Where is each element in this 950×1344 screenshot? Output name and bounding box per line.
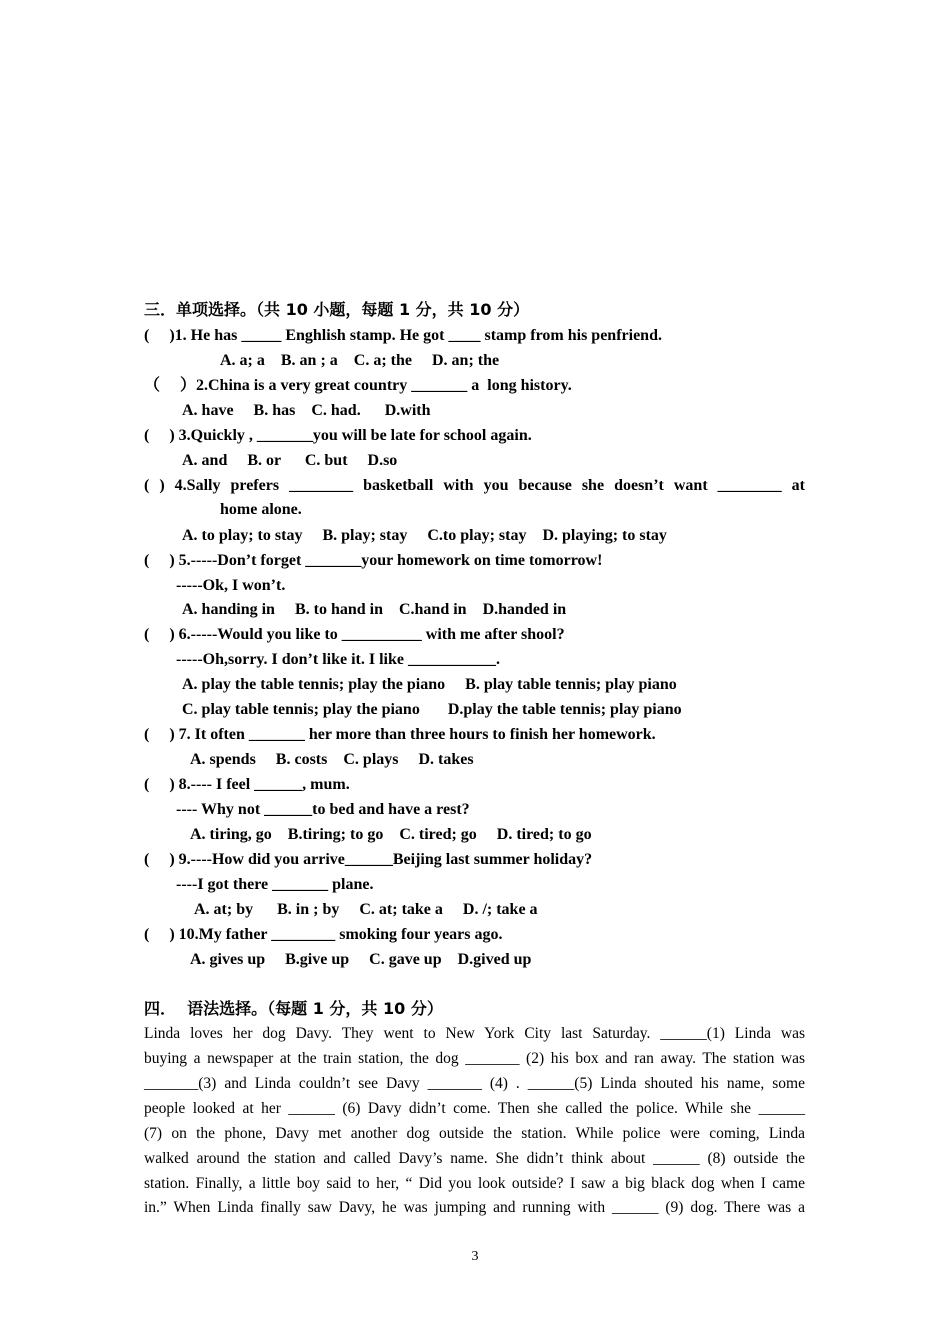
question-1-options: A. a; a B. an ; a C. a; the D. an; the [220,352,500,369]
question-8: ( ) 8.---- I feel ______, mum. [144,776,350,793]
passage-line: buying a newspaper at the train station, the dog _______ (2) his box and ran away. The station was [144,1050,805,1067]
passage-line: _______(3) and Linda couldn’t see Davy _______ (4) . ______(5) Linda shouted his name, some [144,1075,805,1092]
question-6: ( ) 6.-----Would you like to __________ with me after shool? [144,626,565,643]
section-4-heading: 四． 语法选择。（每题 1 分，共 10 分） [144,999,443,1018]
section-3-heading: 三．单项选择。（共 10 小题，每题 1 分，共 10 分） [144,300,530,319]
question-10: ( ) 10.My father ________ smoking four years ago. [144,926,503,943]
passage-line: station. Finally, a little boy said to her, “ Did you look outside? I saw a big black dog when I came [144,1175,805,1192]
question-9-options: A. at; by B. in ; by C. at; take a D. /; take a [194,901,538,918]
question-9-dialogue: ----I got there _______ plane. [176,876,374,893]
question-9: ( ) 9.----How did you arrive______Beijing last summer holiday? [144,851,593,868]
question-7-options: A. spends B. costs C. plays D. takes [190,751,474,768]
question-5: ( ) 5.-----Don’t forget _______your homework on time tomorrow! [144,552,603,569]
question-4-continued: home alone. [220,501,302,518]
question-3-options: A. and B. or C. but D.so [182,452,398,469]
passage-line: in.” When Linda finally saw Davy, he was jumping and running with ______ (9) dog. There was a [144,1199,805,1216]
question-4-options: A. to play; to stay B. play; stay C.to play; stay D. playing; to stay [182,527,667,544]
question-5-options: A. handing in B. to hand in C.hand in D.handed in [182,601,567,618]
passage-line: people looked at her ______ (6) Davy didn’t come. Then she called the police. While she ______ [144,1100,805,1117]
question-8-dialogue: ---- Why not ______to bed and have a rest? [176,801,470,818]
question-5-dialogue: -----Ok, I won’t. [176,577,286,594]
page-number: 3 [471,1249,479,1264]
question-1: ( )1. He has _____ Enghlish stamp. He got ____ stamp from his penfriend. [144,327,662,344]
question-6-options-cd: C. play table tennis; play the piano D.play the table tennis; play piano [182,701,682,718]
question-10-options: A. gives up B.give up C. gave up D.gived up [190,951,532,968]
question-3: ( ) 3.Quickly , _______you will be late for school again. [144,427,532,444]
question-2: （ ）2.China is a very great country _______ a long history. [144,377,572,394]
question-2-options: A. have B. has C. had. D.with [182,402,431,419]
passage-line: walked around the station and called Davy’s name. She didn’t think about ______ (8) outside the [144,1150,805,1167]
question-6-options-ab: A. play the table tennis; play the piano B. play table tennis; play piano [182,676,677,693]
question-6-dialogue: -----Oh,sorry. I don’t like it. I like ___________. [176,651,500,668]
question-8-options: A. tiring, go B.tiring; to go C. tired; go D. tired; to go [190,826,592,843]
question-4: ( ) 4.Sally prefers ________ basketball with you because she doesn’t want ________ at [144,477,805,494]
question-7: ( ) 7. It often _______ her more than three hours to finish her homework. [144,726,656,743]
passage-line: (7) on the phone, Davy met another dog outside the station. While police were coming, Linda [144,1125,805,1142]
passage-line: Linda loves her dog Davy. They went to New York City last Saturday. ______(1) Linda was [144,1025,805,1042]
